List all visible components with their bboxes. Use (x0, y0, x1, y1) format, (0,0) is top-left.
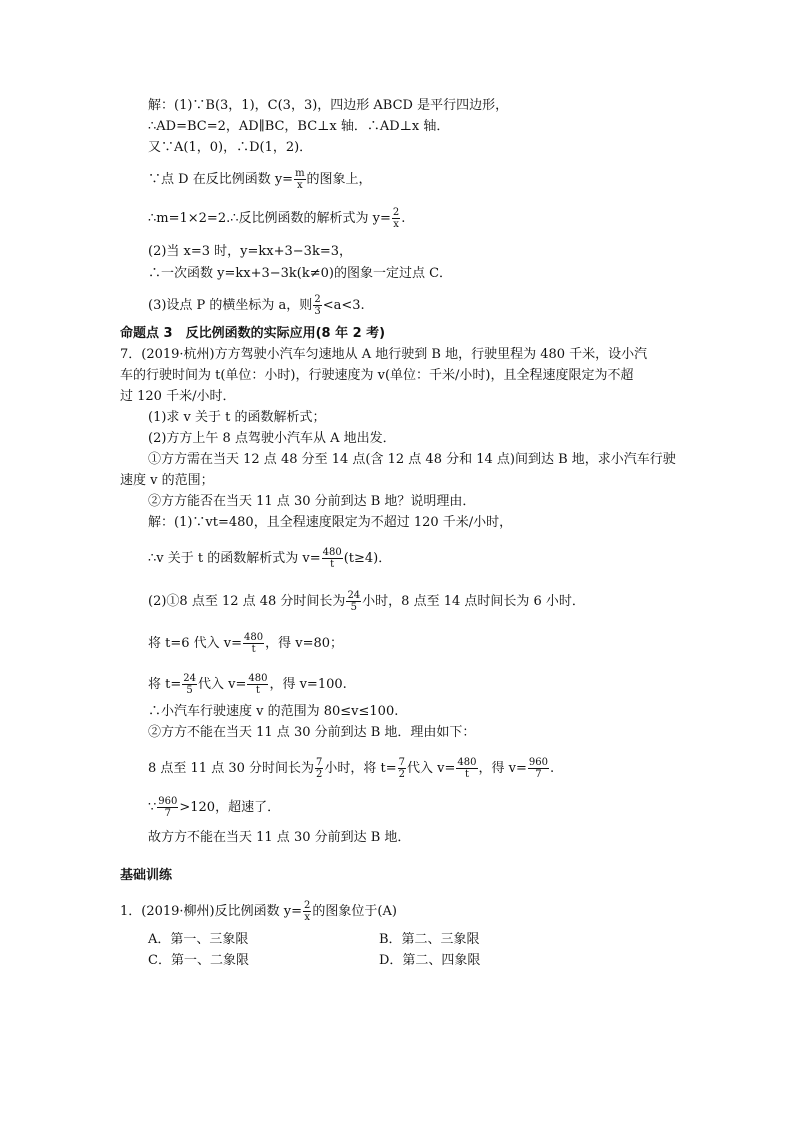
denominator: t (255, 685, 260, 696)
text: 代入 v= (197, 677, 247, 692)
text: . (549, 761, 555, 776)
fraction (315, 757, 323, 780)
basic-q1 (120, 900, 397, 923)
fraction (157, 796, 178, 819)
text: 代入 v= (407, 761, 456, 776)
q7-line-2: 车的行驶时间为 t(单位：小时)，行驶速度为 v(单位：千米/小时)，且全程速度限定为不超 (120, 368, 634, 383)
text: (3)设点 P 的横坐标为 a，则 (148, 298, 313, 313)
sol-line-3: 又∵A(1，0)，∴D(1，2)． (148, 140, 313, 155)
fraction (313, 294, 321, 317)
text: 8 点至 11 点 30 分时间长为 (148, 761, 315, 776)
text: 小时，将 t= (324, 761, 397, 776)
sol-line-7: ∴一次函数 y=kx+3−3k(k≠0)的图象一定过点 C． (148, 266, 453, 281)
text: 的图象位于(A) (312, 904, 397, 919)
section-title: 命题点 3 反比例函数的实际应用(8 年 2 考) (120, 326, 386, 341)
q7-line-3: 过 120 千米/小时． (120, 389, 236, 404)
text: 将 t= (148, 677, 182, 692)
denominator: 2 (316, 769, 323, 780)
numerator: 960 (528, 757, 548, 768)
q7-sol-line-2 (148, 547, 391, 570)
text: ∴m=1×2=2.∴反比例函数的解析式为 y= (148, 211, 391, 226)
sol-line-5 (148, 207, 405, 230)
numerator: 7 (398, 757, 406, 768)
text: ∵ (148, 800, 157, 815)
numerator: 2 (314, 294, 321, 305)
text: >120，超速了． (179, 800, 281, 815)
denominator: x (296, 180, 303, 191)
q7-sol-line-8 (148, 757, 554, 780)
text: (2)①8 点至 12 点 48 分时间长为 (148, 594, 346, 609)
numerator: 24 (183, 673, 196, 684)
text: ∴v 关于 t 的函数解析式为 v= (148, 551, 321, 566)
sol-line-2: ∴AD=BC=2，AD∥BC，BC⊥x 轴．∴AD⊥x 轴． (148, 119, 450, 134)
denominator: 5 (350, 602, 357, 613)
q7-sol-line-3 (148, 590, 585, 613)
fraction (528, 757, 549, 780)
denominator: x (393, 219, 399, 230)
denominator: 7 (164, 808, 172, 819)
text: 1．(2019·柳州)反比例函数 y= (120, 904, 303, 919)
sol-line-6: (2)当 x=3 时，y=kx+3−3k=3， (148, 244, 352, 259)
q7-sol-line-9 (148, 796, 280, 819)
fraction (182, 673, 197, 696)
denominator: 5 (186, 685, 193, 696)
text: ，得 v=100. (269, 677, 347, 692)
fraction (392, 207, 400, 230)
denominator: x (304, 912, 311, 923)
option-c: C．第一、二象限 (148, 953, 249, 968)
q7-line-8: ②方方能否在当天 11 点 30 分前到达 B 地？说明理由． (148, 494, 476, 509)
denominator: 2 (398, 769, 406, 780)
denominator: 7 (535, 769, 542, 780)
q7-sol-line-4 (148, 632, 343, 655)
q7-line-5: (2)方方上午 8 点驾驶小汽车从 A 地出发． (148, 431, 396, 446)
q7-line-6: ①方方需在当天 12 点 48 分至 14 点(含 12 点 48 分和 14 点)间到达 B 地，求小汽车行驶 (148, 452, 676, 467)
numerator: 480 (457, 757, 477, 768)
numerator: 480 (244, 632, 264, 643)
text: 小时，8 点至 14 点时间长为 6 小时． (362, 594, 585, 609)
q7-sol-line-7: ②方方不能在当天 11 点 30 分前到达 B 地．理由如下： (148, 725, 476, 740)
fraction (243, 632, 264, 655)
numerator: 7 (316, 757, 323, 768)
q7-line-1: 7．(2019·杭州)方方驾驶小汽车匀速地从 A 地行驶到 B 地，行驶里程为 480 千米，设小汽 (120, 347, 648, 362)
q7-sol-line-6: ∴小汽车行驶速度 v 的范围为 80≤v≤100. (148, 704, 399, 719)
text: . (401, 211, 406, 226)
sol-line-4 (148, 168, 372, 191)
fraction (247, 673, 268, 696)
text: <a<3. (322, 298, 365, 313)
numerator: 2 (304, 900, 311, 911)
denominator: t (251, 644, 256, 655)
numerator: 960 (158, 796, 178, 807)
fraction (456, 757, 477, 780)
sol-line-8 (148, 294, 365, 317)
fraction (346, 590, 361, 613)
numerator: 2 (392, 207, 400, 218)
q7-line-4: (1)求 v 关于 t 的函数解析式； (148, 410, 326, 425)
denominator: t (330, 559, 335, 570)
numerator: 480 (248, 673, 268, 684)
text: ，得 v=80； (265, 636, 344, 651)
q7-sol-line-1: 解：(1)∵vt=480，且全程速度限定为不超过 120 千米/小时， (148, 515, 513, 530)
text: 将 t=6 代入 v= (148, 636, 243, 651)
q7-sol-line-5 (148, 673, 347, 696)
fraction (322, 547, 343, 570)
option-b: B．第二、三象限 (379, 932, 480, 947)
denominator: 3 (314, 306, 321, 317)
numerator: 24 (347, 590, 361, 601)
q7-sol-line-10: 故方方不能在当天 11 点 30 分前到达 B 地． (148, 830, 411, 845)
fraction (294, 168, 305, 191)
numerator: m (295, 168, 305, 179)
text: ，得 v= (478, 761, 527, 776)
fraction (303, 900, 311, 923)
fraction (398, 757, 406, 780)
sol-line-1: 解：(1)∵B(3，1)，C(3，3)，四边形 ABCD 是平行四边形， (148, 98, 509, 113)
q7-line-7: 速度 v 的范围； (120, 473, 214, 488)
text: ∵点 D 在反比例函数 y= (148, 172, 294, 187)
basic-title: 基础训练 (120, 868, 173, 883)
numerator: 480 (322, 547, 342, 558)
text: (t≥4)． (343, 551, 392, 566)
text: 的图象上， (306, 172, 372, 187)
option-a: A．第一、三象限 (148, 932, 249, 947)
denominator: t (464, 769, 469, 780)
option-d: D．第二、四象限 (379, 953, 481, 968)
